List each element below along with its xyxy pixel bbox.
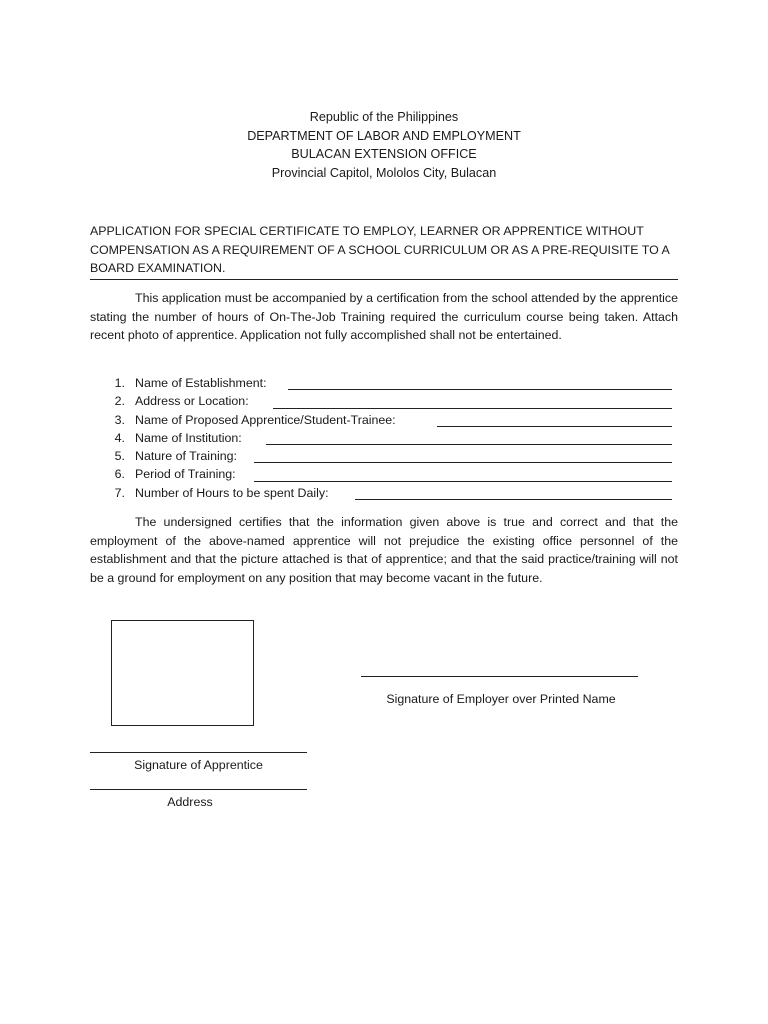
field-institution-name xyxy=(90,429,678,447)
letterhead-department: DEPARTMENT OF LABOR AND EMPLOYMENT xyxy=(247,128,521,143)
form-title: APPLICATION FOR SPECIAL CERTIFICATE TO EMPLOY, LEARNER OR APPRENTICE WITHOUT COMPENSATION AS A REQUIREMENT OF A SCHOOL CURRICULUM OR AS A PRE-REQUISITE TO A BOARD EXAMINATION. xyxy=(90,222,678,280)
intro-paragraph: This application must be accompanied by a certification from the school attended by the apprentice stating the number of hours of On-The-Job Training required the curriculum course being taken. Attach recent photo of apprentice. Application not fully accomplished shall not be entertained. xyxy=(90,291,678,342)
field-number: 4. xyxy=(114,430,125,445)
field-daily-hours xyxy=(90,484,678,502)
field-number: 2. xyxy=(114,394,125,409)
field-address-location xyxy=(90,392,678,410)
apprentice-signature-label: Signature of Apprentice xyxy=(134,758,263,772)
letterhead-republic: Republic of the Philippines xyxy=(309,110,459,124)
form-fields-list xyxy=(90,374,678,502)
field-number: 1. xyxy=(114,376,125,390)
field-number: 6. xyxy=(114,467,125,482)
apprentice-signature-line[interactable] xyxy=(90,752,307,753)
letterhead-office: BULACAN EXTENSION OFFICE xyxy=(291,147,477,161)
field-label: Name of Proposed Apprentice/Student-Trainee: xyxy=(135,412,396,427)
daily-hours-blank-line[interactable] xyxy=(355,499,672,500)
field-label: Number of Hours to be spent Daily: xyxy=(135,485,329,500)
field-label: Name of Institution: xyxy=(135,430,242,445)
field-number: 5. xyxy=(114,449,125,464)
establishment-name-blank-line[interactable] xyxy=(288,389,672,390)
address-label: Address xyxy=(167,795,213,809)
field-apprentice-name xyxy=(90,411,678,429)
address-location-blank-line[interactable] xyxy=(273,408,672,409)
employer-signature-line[interactable] xyxy=(361,676,638,677)
employer-signature-label: Signature of Employer over Printed Name xyxy=(386,692,616,706)
field-label: Name of Establishment: xyxy=(135,376,267,390)
field-label: Address or Location: xyxy=(135,394,249,409)
field-period-of-training xyxy=(90,465,678,483)
field-number: 7. xyxy=(114,485,125,500)
field-nature-of-training xyxy=(90,447,678,465)
letterhead-address: Provincial Capitol, Mololos City, Bulacan xyxy=(271,165,497,180)
apprentice-photo-box xyxy=(111,620,254,726)
field-label: Period of Training: xyxy=(135,467,236,482)
address-line[interactable] xyxy=(90,789,307,790)
apprentice-name-blank-line[interactable] xyxy=(437,426,672,427)
institution-name-blank-line[interactable] xyxy=(266,444,672,445)
certification-paragraph: The undersigned certifies that the information given above is true and correct and that the employment of the above-named apprentice will not prejudice the existing office personnel of the establishment and that the picture attached is that of apprentice; and that the said practice/training will not be a ground for employment on any position that may become vacant in the future. xyxy=(90,515,678,585)
field-label: Nature of Training: xyxy=(135,449,237,464)
letterhead xyxy=(0,108,768,182)
nature-of-training-blank-line[interactable] xyxy=(254,462,672,463)
field-establishment-name xyxy=(90,374,678,392)
field-number: 3. xyxy=(114,412,125,427)
period-of-training-blank-line[interactable] xyxy=(254,481,672,482)
